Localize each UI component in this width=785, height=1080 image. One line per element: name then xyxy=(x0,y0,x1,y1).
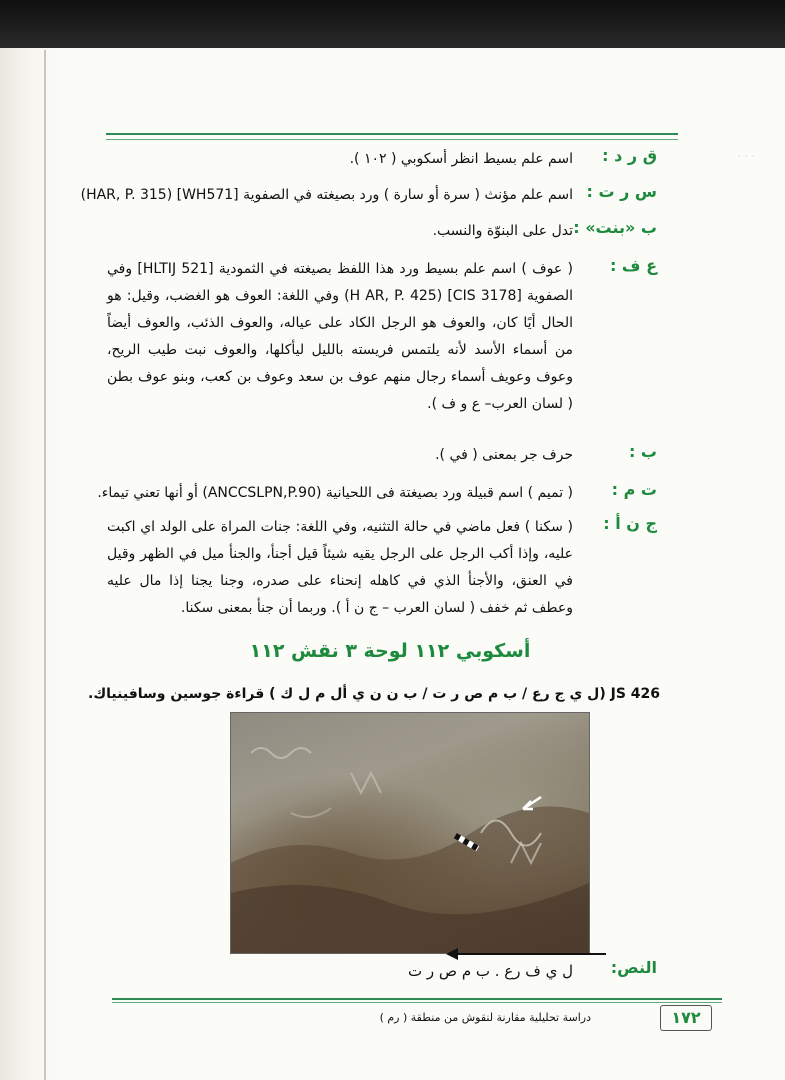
scan-top-shadow xyxy=(0,0,785,48)
pointer-arrow-icon xyxy=(231,713,589,953)
page-number: ١٧٢ xyxy=(660,1005,712,1031)
section-title: أسكوبي ١١٢ لوحة ٣ نقش ١١٢ xyxy=(249,640,531,662)
inscription-reading: JS 426 (ل ي ج رع / ب م ص ر ت / ب ن ن ي أل م ل ك ) قراءة جوسين وسافينياك. xyxy=(88,686,660,702)
entry-text: ( سكنا ) فعل ماضي في حالة التثنيه، وفي اللغة: جنات المراة على الولد اي اكبت عليه، وإذا أكب الرجل على الرجل يقيه شيئاً قيل أجنأ، والجنأ ميل في الظهر وقيل في العنق، والأجنأ الذي في كاهله إنحناء على صدره، وجنا يجنا إذا مال عليه وعطف ثم خفف ( لسان العرب – ج ن أ ). وربما أن جنأ بمعنى سكنا. xyxy=(107,519,573,616)
header-rule-thin xyxy=(106,139,678,140)
entry-label: ع ف : xyxy=(609,256,657,275)
entry-label: ق ر د : xyxy=(602,146,657,165)
inscription-photo xyxy=(230,712,590,954)
entry-text: اسم علم بسيط انظر أسكوبي ( ١٠٢ ). xyxy=(349,151,573,167)
footer-rule xyxy=(112,998,722,1000)
book-spine-edge xyxy=(0,48,58,1080)
bleed-through-text: · · · xyxy=(737,150,755,163)
inscription-text: ل ي ف رع . ب م ص ر ت xyxy=(408,962,573,980)
reading-direction-arrow xyxy=(456,953,606,955)
entry-text: اسم علم مؤنث ( سرة أو سارة ) ورد بصيغته في الصفوية [WH571] (HAR, P. 315) xyxy=(80,187,573,203)
entry-text: ( عوف ) اسم علم بسيط ورد هذا اللفظ بصيغته في الثمودية [HLTIJ 521] وفي الصفوية [CIS 3178] (H AR, P. 425) وفي اللغة: العوف هو الغضب، وقيل: هو الحال أيًا كان، والعوف هو الرجل الكاد على عياله، والعوف الذئب، والعوف أيضاً من أسماء الأسد لأنه يلتمس فريسته بالليل ليأكلها، والعوف نبت طيب الريح، وعوف وعويف أسماء رجال منهم عوف بن سعد وعوف بن كعب، وبنو عوف بطن ( لسان العرب– ع و ف ). xyxy=(107,261,573,412)
entry-text: حرف جر بمعنى ( في ). xyxy=(435,447,573,463)
header-rule xyxy=(106,133,678,135)
footer-title: دراسة تحليلية مقارنة لنقوش من منطقة ( رم ) xyxy=(379,1011,591,1024)
entry-label: ب : xyxy=(628,442,657,461)
text-label: النص: xyxy=(610,958,657,977)
entry-label: ت م : xyxy=(611,480,657,499)
entry-text: تدل على البنوّة والنسب. xyxy=(432,223,573,239)
footer-rule-thin xyxy=(112,1002,722,1003)
entry-label: س ر ت : xyxy=(586,182,657,201)
entry-label: ج ن أ : xyxy=(603,514,657,533)
entry-label: ب «بنت» : xyxy=(573,218,657,237)
spine-line xyxy=(44,50,46,1080)
entry-text: ( تميم ) اسم قبيلة ورد بصيغتة فى اللحيانية (ANCCSLPN,P.90) أو أنها تعني تيماء. xyxy=(97,485,573,501)
